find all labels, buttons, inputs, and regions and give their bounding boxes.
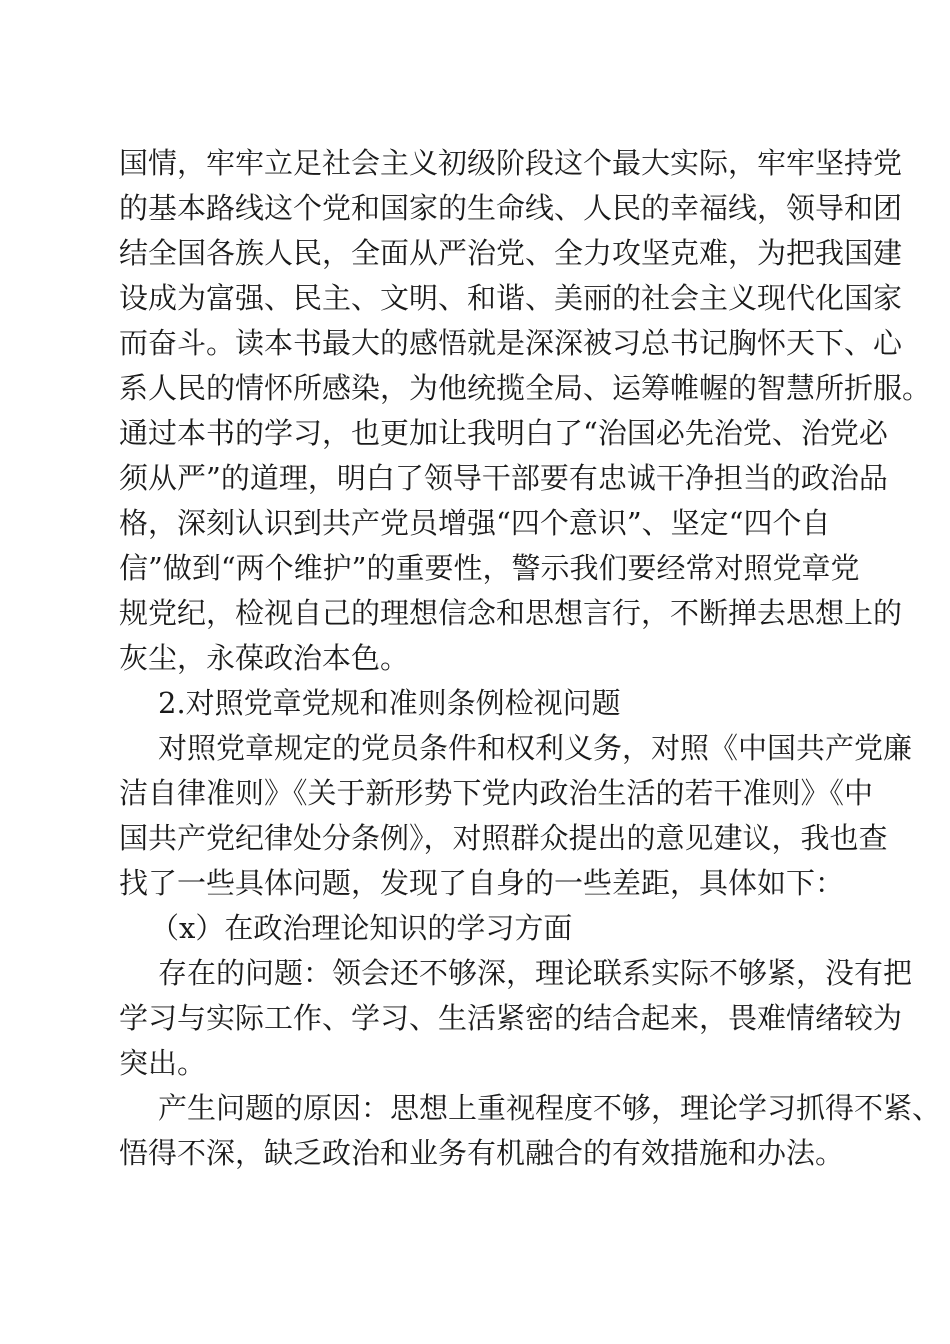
body-text-line: 对照党章规定的党员条件和权利义务，对照《中国共产党廉 [158,731,913,765]
subsection-heading: （x）在政治理论知识的学习方面 [150,911,573,945]
body-text-line: 设成为富强、民主、文明、和谐、美丽的社会主义现代化国家 [119,281,903,315]
body-text-line: 产生问题的原因：思想上重视程度不够，理论学习抓得不紧、 [158,1091,942,1125]
body-text-line: 找了一些具体问题，发现了自身的一些差距，具体如下： [119,866,845,900]
body-text-line: 灰尘，永葆政治本色。 [119,641,410,675]
body-text-line: 突出。 [119,1046,207,1080]
body-text-line: 的基本路线这个党和国家的生命线、人民的幸福线，领导和团 [119,191,903,225]
body-text-line: 信”做到“两个维护”的重要性，警示我们要经常对照党章党 [119,551,860,585]
section-heading: 2.对照党章党规和准则条例检视问题 [158,686,621,720]
body-text-line: 通过本书的学习，也更加让我明白了“治国必先治党、治党必 [119,416,888,450]
body-text-line: 洁自律准则》《关于新形势下党内政治生活的若干准则》《中 [119,776,874,810]
body-text-line: 规党纪，检视自己的理想信念和思想言行，不断掸去思想上的 [119,596,903,630]
body-text-line: 而奋斗。读本书最大的感悟就是深深被习总书记胸怀天下、心 [119,326,903,360]
body-text-line: 系人民的情怀所感染，为他统揽全局、运筹帷幄的智慧所折服。 [119,371,932,405]
body-text-line: 须从严”的道理，明白了领导干部要有忠诚干净担当的政治品 [119,461,888,495]
body-text-line: 格，深刻认识到共产党员增强“四个意识”、坚定“四个自 [119,506,831,540]
body-text-line: 国共产党纪律处分条例》，对照群众提出的意见建议，我也查 [119,821,888,855]
body-text-line: 国情，牢牢立足社会主义初级阶段这个最大实际，牢牢坚持党 [119,146,903,180]
body-text-line: 存在的问题：领会还不够深，理论联系实际不够紧，没有把 [158,956,913,990]
body-text-line: 结全国各族人民，全面从严治党、全力攻坚克难，为把我国建 [119,236,903,270]
body-text-line: 学习与实际工作、学习、生活紧密的结合起来，畏难情绪较为 [119,1001,903,1035]
body-text-line: 悟得不深，缺乏政治和业务有机融合的有效措施和办法。 [119,1136,845,1170]
